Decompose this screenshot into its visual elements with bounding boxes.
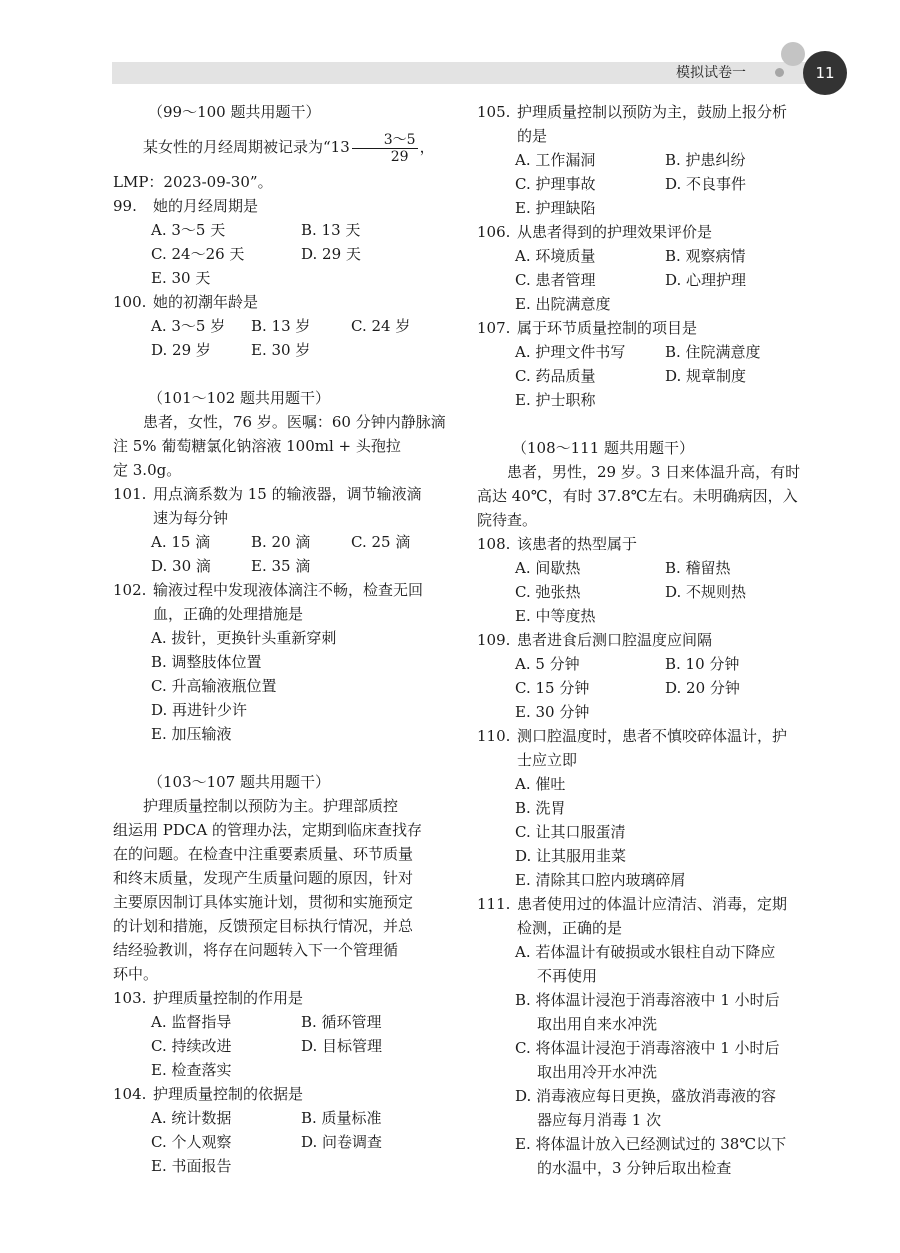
case-stem-line: 的计划和措施，反馈预定目标执行情况，并总	[113, 917, 414, 935]
stem-text: 某女性的月经周期被记录为“13	[143, 138, 350, 156]
question-number: 99.	[113, 197, 137, 215]
options-row	[477, 148, 814, 172]
question-text: 患者使用过的体温计应清洁、消毒，定期	[517, 895, 788, 913]
options-row	[477, 172, 814, 196]
question-number: 111.	[477, 895, 511, 913]
question-text-cont: 士应立即	[517, 751, 578, 769]
option-e: E. 30 分钟	[515, 703, 590, 721]
question-number: 102.	[113, 581, 147, 599]
left-column	[113, 100, 448, 1178]
option-c: C. 25 滴	[351, 533, 411, 551]
options-row	[477, 580, 814, 604]
case-stem-line: 护理质量控制以预防为主。护理部质控	[143, 797, 399, 815]
fraction-denominator: 29	[390, 148, 409, 165]
question-107	[477, 316, 814, 340]
option-a: A. 监督指导	[151, 1013, 232, 1031]
case-stem-line: 在的问题。在检查中注重要素质量、环节质量	[113, 845, 414, 863]
option-b-cont: 取出用自来水冲洗	[537, 1015, 658, 1033]
option-e: E. 清除其口腔内玻璃碎屑	[515, 871, 686, 889]
option-d: D. 再进针少许	[151, 701, 248, 719]
option-b: B. 洗胃	[515, 799, 566, 817]
question-text: 她的月经周期是	[153, 197, 259, 215]
option-c: C. 个人观察	[151, 1133, 232, 1151]
option-c: C. 弛张热	[515, 583, 581, 601]
option-a: A. 统计数据	[151, 1109, 232, 1127]
case-title-99-100: （99～100 题共用题干）	[148, 103, 321, 121]
question-number: 108.	[477, 535, 511, 553]
option-a: A. 间歇热	[515, 559, 581, 577]
option-a: A. 3～5 岁	[151, 317, 226, 335]
question-102	[113, 578, 448, 602]
option-c: C. 患者管理	[515, 271, 596, 289]
question-text: 属于环节质量控制的项目是	[517, 319, 698, 337]
question-text: 护理质量控制的依据是	[153, 1085, 304, 1103]
options-row	[477, 268, 814, 292]
option-d: D. 29 天	[301, 245, 361, 263]
options-row	[113, 314, 448, 338]
option-e: E. 30 岁	[251, 341, 311, 359]
option-b: B. 循环管理	[301, 1013, 382, 1031]
option-c: C. 24 岁	[351, 317, 411, 335]
option-d: D. 心理护理	[665, 271, 747, 289]
question-110	[477, 724, 814, 748]
options-row	[477, 340, 814, 364]
option-d: D. 规章制度	[665, 367, 747, 385]
options-row	[477, 676, 814, 700]
option-e: E. 检查落实	[151, 1061, 232, 1079]
option-d: D. 不规则热	[665, 583, 747, 601]
option-e: E. 出院满意度	[515, 295, 611, 313]
option-b: B. 10 分钟	[665, 655, 740, 673]
case-stem-99-100	[113, 124, 448, 170]
option-c: C. 升高输液瓶位置	[151, 677, 277, 695]
options-row	[477, 652, 814, 676]
case-stem-line: 组运用 PDCA 的管理办法，定期到临床查找存	[113, 821, 422, 839]
option-d: D. 问卷调查	[301, 1133, 383, 1151]
question-text: 患者进食后测口腔温度应间隔	[517, 631, 713, 649]
case-stem-line: 高达 40℃，有时 37.8℃左右。未明确病因，入	[477, 487, 798, 505]
case-stem-line: 主要原因制订具体实施计划，贯彻和实施预定	[113, 893, 414, 911]
options-row	[477, 364, 814, 388]
option-b: B. 20 滴	[251, 533, 311, 551]
case-stem-line: 环中。	[113, 965, 159, 983]
option-e: E. 加压输液	[151, 725, 232, 743]
question-text: 她的初潮年龄是	[153, 293, 259, 311]
question-number: 104.	[113, 1085, 147, 1103]
option-a: A. 若体温计有破损或水银柱自动下降应	[515, 943, 776, 961]
options-row	[113, 242, 448, 266]
case-title-103-107: （103～107 题共用题干）	[148, 773, 331, 791]
stem-text: ，	[419, 138, 435, 156]
option-d: D. 让其服用韭菜	[515, 847, 627, 865]
question-number: 106.	[477, 223, 511, 241]
options-row	[113, 338, 448, 362]
option-c-cont: 取出用冷开水冲洗	[537, 1063, 658, 1081]
question-100	[113, 290, 448, 314]
case-stem-line: 注 5% 葡萄糖氯化钠溶液 100ml + 头孢拉	[113, 437, 401, 455]
question-number: 101.	[113, 485, 147, 503]
option-a: A. 催吐	[515, 775, 566, 793]
option-a: A. 15 滴	[151, 533, 211, 551]
question-text-cont: 的是	[517, 127, 548, 145]
option-a-cont: 不再使用	[537, 967, 598, 985]
question-text-cont: 检测，正确的是	[517, 919, 623, 937]
option-e: E. 将体温计放入已经测试过的 38℃以下	[515, 1135, 787, 1153]
question-108	[477, 532, 814, 556]
option-c: C. 15 分钟	[515, 679, 590, 697]
options-row	[113, 1010, 448, 1034]
question-text-cont: 速为每分钟	[153, 509, 229, 527]
option-a: A. 环境质量	[515, 247, 596, 265]
question-105	[477, 100, 814, 124]
question-103	[113, 986, 448, 1010]
option-a: A. 拔针，更换针头重新穿刺	[151, 629, 337, 647]
option-a: A. 3～5 天	[151, 221, 226, 239]
options-row	[113, 1106, 448, 1130]
option-d-cont: 器应每月消毒 1 次	[537, 1111, 662, 1129]
option-d: D. 20 分钟	[665, 679, 740, 697]
option-e: E. 护士职称	[515, 391, 596, 409]
option-b: B. 住院满意度	[665, 343, 761, 361]
option-b: B. 将体温计浸泡于消毒溶液中 1 小时后	[515, 991, 780, 1009]
decorative-circle-large	[781, 42, 805, 66]
running-header-title: 模拟试卷一	[676, 65, 746, 81]
option-e: E. 35 滴	[251, 557, 311, 575]
option-b: B. 质量标准	[301, 1109, 382, 1127]
option-b: B. 调整肢体位置	[151, 653, 262, 671]
options-row	[477, 244, 814, 268]
question-text: 从患者得到的护理效果评价是	[517, 223, 713, 241]
options-row	[113, 218, 448, 242]
option-c: C. 24～26 天	[151, 245, 245, 263]
option-e: E. 30 天	[151, 269, 211, 287]
case-title-101-102: （101～102 题共用题干）	[148, 389, 331, 407]
option-d: D. 不良事件	[665, 175, 747, 193]
question-text: 用点滴系数为 15 的输液器，调节输液滴	[153, 485, 422, 503]
question-text: 输液过程中发现液体滴注不畅，检查无回	[153, 581, 424, 599]
option-b: B. 13 岁	[251, 317, 311, 335]
question-99	[113, 194, 448, 218]
options-row	[477, 556, 814, 580]
question-101	[113, 482, 448, 506]
case-title-108-111: （108～111 题共用题干）	[512, 439, 695, 457]
option-b: B. 稽留热	[665, 559, 731, 577]
question-111	[477, 892, 814, 916]
question-number: 109.	[477, 631, 511, 649]
question-number: 105.	[477, 103, 511, 121]
option-d: D. 消毒液应每日更换，盛放消毒液的容	[515, 1087, 777, 1105]
option-c: C. 持续改进	[151, 1037, 232, 1055]
decorative-circle-small	[775, 68, 784, 77]
option-c: C. 让其口服蛋清	[515, 823, 626, 841]
option-c: C. 护理事故	[515, 175, 596, 193]
question-106	[477, 220, 814, 244]
option-d: D. 目标管理	[301, 1037, 383, 1055]
question-104	[113, 1082, 448, 1106]
case-stem-line: 结经验教训，将存在问题转入下一个管理循	[113, 941, 399, 959]
case-stem-line: 定 3.0g。	[113, 461, 182, 479]
option-b: B. 13 天	[301, 221, 361, 239]
option-b: B. 观察病情	[665, 247, 746, 265]
case-stem-line: 院待查。	[477, 511, 538, 529]
question-number: 103.	[113, 989, 147, 1007]
question-text: 护理质量控制的作用是	[153, 989, 304, 1007]
question-109	[477, 628, 814, 652]
right-column	[477, 100, 814, 1180]
option-c: C. 药品质量	[515, 367, 596, 385]
option-b: B. 护患纠纷	[665, 151, 746, 169]
question-number: 110.	[477, 727, 511, 745]
case-stem-line: 患者，女性，76 岁。医嘱：60 分钟内静脉滴	[143, 413, 446, 431]
question-text: 护理质量控制以预防为主，鼓励上报分析	[517, 103, 788, 121]
option-c: C. 将体温计浸泡于消毒溶液中 1 小时后	[515, 1039, 780, 1057]
fraction-numerator: 3～5	[352, 132, 418, 149]
option-a: A. 工作漏洞	[515, 151, 596, 169]
menstrual-fraction	[352, 132, 418, 165]
case-stem-line: LMP：2023-09-30”。	[113, 173, 273, 191]
question-number: 100.	[113, 293, 147, 311]
option-e-cont: 的水温中，3 分钟后取出检查	[537, 1159, 732, 1177]
option-a: A. 护理文件书写	[515, 343, 626, 361]
question-number: 107.	[477, 319, 511, 337]
case-stem-line: 患者，男性，29 岁。3 日来体温升高，有时	[507, 463, 801, 481]
option-d: D. 29 岁	[151, 341, 211, 359]
case-stem-line: 和终末质量，发现产生质量问题的原因，针对	[113, 869, 414, 887]
option-e: E. 中等度热	[515, 607, 596, 625]
option-d: D. 30 滴	[151, 557, 211, 575]
options-row	[113, 530, 448, 554]
options-row	[113, 1130, 448, 1154]
question-text: 测口腔温度时，患者不慎咬碎体温计，护	[517, 727, 788, 745]
question-text: 该患者的热型属于	[517, 535, 638, 553]
options-row	[113, 554, 448, 578]
options-row	[113, 1034, 448, 1058]
option-e: E. 护理缺陷	[515, 199, 596, 217]
option-e: E. 书面报告	[151, 1157, 232, 1175]
option-a: A. 5 分钟	[515, 655, 580, 673]
page-number: 11	[803, 51, 847, 95]
question-text-cont: 血，正确的处理措施是	[153, 605, 304, 623]
